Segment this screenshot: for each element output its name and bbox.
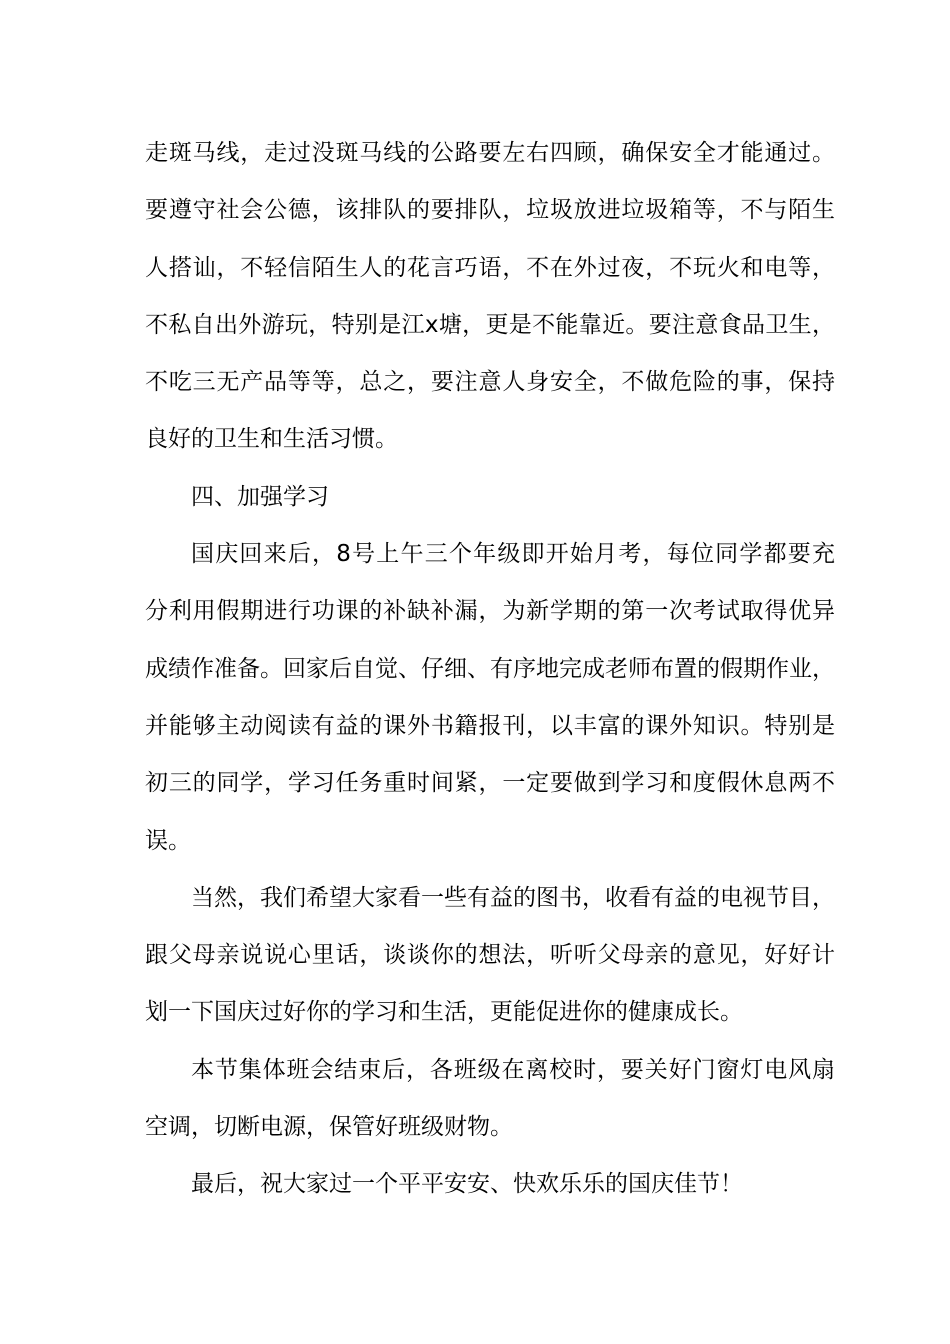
text-line: 不吃三无产品等等，总之，要注意人身安全，不做危险的事，保持 [145, 369, 835, 396]
text-line: 当然，我们希望大家看一些有益的图书，收看有益的电视节目， [191, 884, 835, 911]
text-line: 成绩作准备。回家后自觉、仔细、有序地完成老师布置的假期作业， [145, 655, 835, 682]
text-line: 不私自出外游玩，特别是江x塘，更是不能靠近。要注意食品卫生， [145, 311, 835, 338]
text-line: 要遵守社会公德，该排队的要排队，垃圾放进垃圾箱等，不与陌生 [145, 197, 835, 224]
text-line: 人搭讪，不轻信陌生人的花言巧语，不在外过夜，不玩火和电等， [145, 254, 835, 281]
text-line: 空调，切断电源，保管好班级财物。 [145, 1114, 513, 1141]
text-line: 四、加强学习 [191, 483, 329, 510]
text-line: 并能够主动阅读有益的课外书籍报刊，以丰富的课外知识。特别是 [145, 712, 835, 739]
text-line: 走斑马线，走过没斑马线的公路要左右四顾，确保安全才能通过。 [145, 140, 835, 166]
text-line: 误。 [145, 827, 191, 854]
text-line: 国庆回来后，8号上午三个年级即开始月考，每位同学都要充 [191, 541, 835, 568]
text-line: 本节集体班会结束后，各班级在离校时，要关好门窗灯电风扇 [191, 1056, 835, 1083]
text-line: 分利用假期进行功课的补缺补漏，为新学期的第一次考试取得优异 [145, 598, 835, 625]
text-line: 初三的同学，学习任务重时间紧，一定要做到学习和度假休息两不 [145, 770, 835, 797]
text-line: 划一下国庆过好你的学习和生活，更能促进你的健康成长。 [145, 999, 743, 1026]
text-line: 最后，祝大家过一个平平安安、快欢乐乐的国庆佳节！ [191, 1171, 743, 1198]
text-line: 跟父母亲说说心里话，谈谈你的想法，听听父母亲的意见，好好计 [145, 942, 835, 969]
text-line: 良好的卫生和生活习惯。 [145, 426, 398, 453]
document-body [145, 125, 835, 1214]
